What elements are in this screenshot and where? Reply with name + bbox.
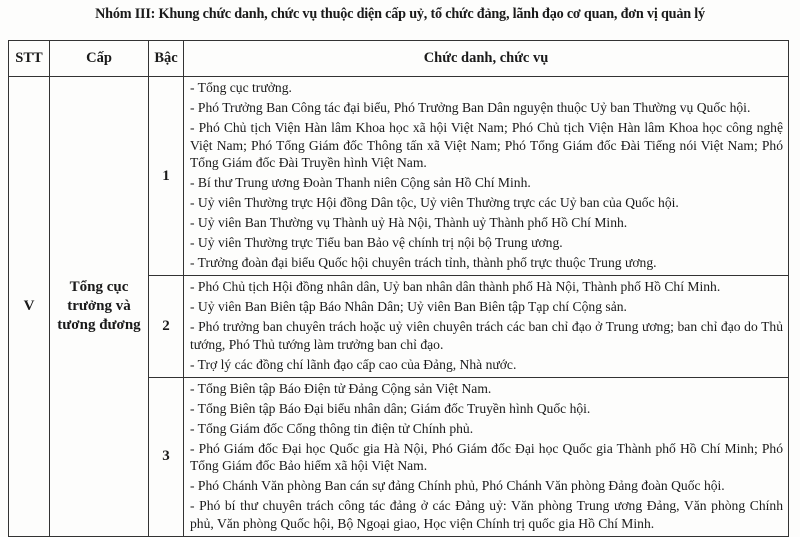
header-bac: Bậc bbox=[149, 41, 184, 77]
list-item: - Tổng Biên tập Báo Đại biểu nhân dân; Giám đốc Truyền hình Quốc hội. bbox=[190, 400, 591, 416]
list-item: - Phó bí thư chuyên trách công tác đảng ở các Đảng uỷ: Văn phòng Trung ương Đảng, Văn phòng Chính phủ, Văn phòng Quốc hội, Bộ Ngoại giao, Học viện Chính trị quốc gia Hồ Chí Minh. bbox=[190, 498, 783, 531]
table-header-row bbox=[9, 41, 789, 77]
list-item: - Phó Chủ tịch Viện Hàn lâm Khoa học xã hội Việt Nam; Phó Chủ tịch Viện Hàn lâm Khoa học công nghệ Việt Nam; Phó Tổng Giám đốc Thông tấn xã Việt Nam; Phó Tổng Giám đốc Đài Tiếng nói Việt Nam; Phó Tổng Giám đốc Đài Truyền hình Việt Nam. bbox=[190, 120, 783, 170]
bac-cell: 3 bbox=[149, 377, 184, 536]
document-title: Nhóm III: Khung chức danh, chức vụ thuộc diện cấp uỷ, tổ chức đảng, lãnh đạo cơ quan, đơn vị quản lý bbox=[95, 6, 705, 22]
cap-cell: Tổng cục trưởng và tương đương bbox=[50, 77, 149, 537]
header-cap: Cấp bbox=[50, 41, 149, 77]
list-item: - Uỷ viên Thường trực Tiểu ban Bảo vệ chính trị nội bộ Trung ương. bbox=[190, 235, 563, 250]
list-item: - Trợ lý các đồng chí lãnh đạo cấp cao của Đảng, Nhà nước. bbox=[190, 356, 517, 372]
positions-cell bbox=[184, 77, 789, 276]
list-item: - Tổng Biên tập Báo Điện tử Đảng Cộng sản Việt Nam. bbox=[190, 380, 492, 396]
header-stt: STT bbox=[9, 41, 50, 77]
list-item: - Tổng Giám đốc Cổng thông tin điện tử Chính phủ. bbox=[190, 420, 474, 436]
stt-cell: V bbox=[9, 77, 50, 537]
list-item: - Trưởng đoàn đại biểu Quốc hội chuyên trách tỉnh, thành phố trực thuộc Trung ương. bbox=[190, 255, 657, 270]
list-item: - Uỷ viên Thường trực Hội đồng Dân tộc, Uỷ viên Thường trực các Uỷ ban của Quốc hội. bbox=[190, 195, 679, 210]
position-table bbox=[8, 40, 789, 537]
list-item: - Uỷ viên Ban Biên tập Báo Nhân Dân; Uỷ viên Ban Biên tập Tạp chí Cộng sản. bbox=[190, 299, 627, 314]
bac-cell: 1 bbox=[149, 77, 184, 276]
positions-cell bbox=[184, 377, 789, 536]
bac-cell: 2 bbox=[149, 276, 184, 378]
list-item: - Phó Trưởng Ban Công tác đại biểu, Phó Trưởng Ban Dân nguyện thuộc Uỷ ban Thường vụ Quốc hội. bbox=[190, 100, 751, 115]
list-item: - Phó Chánh Văn phòng Ban cán sự đảng Chính phủ, Phó Chánh Văn phòng Đảng đoàn Quốc hội. bbox=[190, 478, 725, 493]
header-chuc-danh: Chức danh, chức vụ bbox=[184, 41, 789, 77]
list-item: - Phó Chủ tịch Hội đồng nhân dân, Uỷ ban nhân dân thành phố Hà Nội, Thành phố Hồ Chí Minh. bbox=[190, 279, 721, 294]
list-item: - Tổng cục trưởng. bbox=[190, 80, 292, 95]
table-row bbox=[9, 77, 789, 276]
list-item: - Phó trưởng ban chuyên trách hoặc uỷ viên chuyên trách các ban chỉ đạo ở Trung ương; ban chỉ đạo do Thủ tướng, Phó Thủ tướng làm trưởng ban chỉ đạo. bbox=[190, 319, 783, 352]
list-item: - Uỷ viên Ban Thường vụ Thành uỷ Hà Nội, Thành uỷ Thành phố Hồ Chí Minh. bbox=[190, 215, 628, 230]
list-item: - Bí thư Trung ương Đoàn Thanh niên Cộng sản Hồ Chí Minh. bbox=[190, 175, 531, 190]
list-item: - Phó Giám đốc Đại học Quốc gia Hà Nội, Phó Giám đốc Đại học Quốc gia Thành phố Hồ Chí Minh; Phó Tổng Giám đốc Bảo hiểm xã hội Việt Nam. bbox=[190, 440, 783, 473]
positions-cell bbox=[184, 276, 789, 378]
